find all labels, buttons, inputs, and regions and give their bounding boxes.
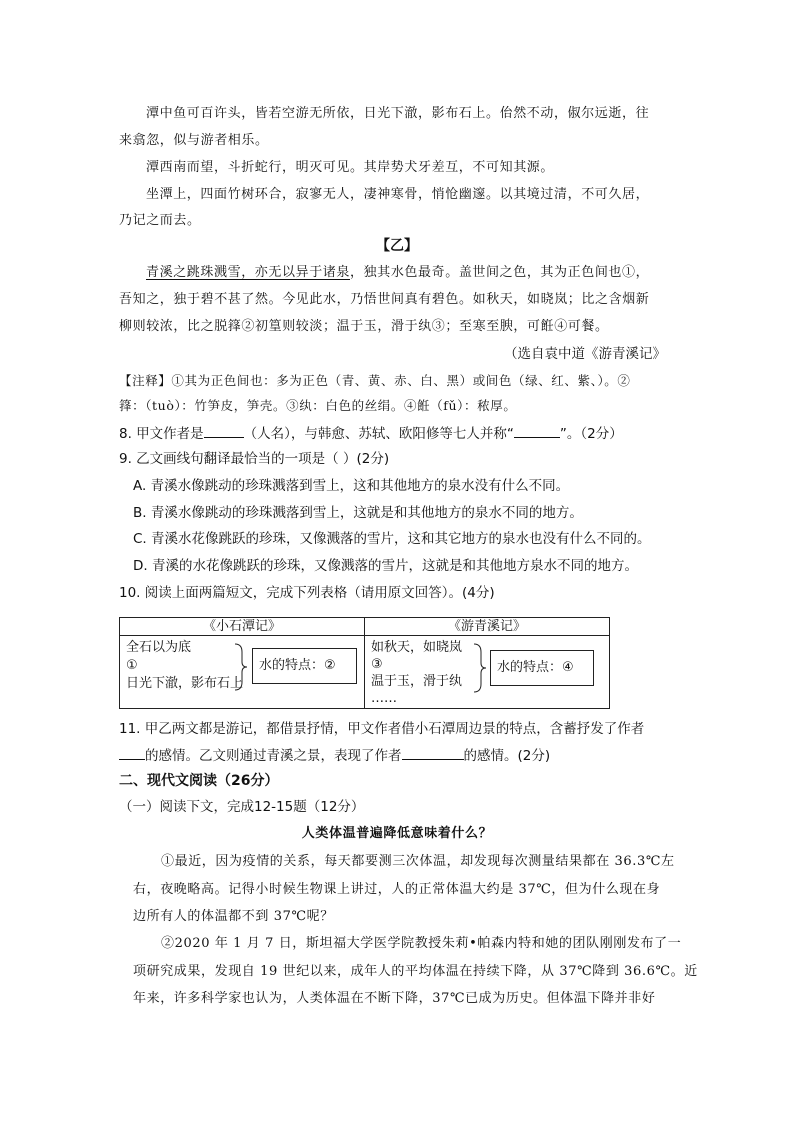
- youqingxi-item-3: 温于玉，滑于纨: [371, 674, 463, 689]
- table-header-youqingxi: 《游青溪记》: [365, 618, 610, 636]
- q8-blank-title[interactable]: [514, 423, 560, 438]
- xiaoshitan-feature-box[interactable]: 水的特点：②: [252, 648, 357, 684]
- question-10-stem: 10. 阅读上面两篇短文，完成下列表格（请用原文回答）。(4分): [119, 585, 495, 601]
- question-8: [119, 423, 623, 444]
- youqingxi-item-1: 如秋天，如晓岚: [371, 640, 463, 655]
- jia-paragraph-1-line-1: 潭中鱼可百许头，皆若空游无所依，日光下澈，影布石上。佁然不动，俶尔远逝，往: [146, 106, 650, 121]
- question-9-stem: 9. 乙文画线句翻译最恰当的一项是（ ）(2分): [119, 451, 390, 467]
- q10-table: [119, 617, 610, 709]
- q9-option-d[interactable]: D. 青溪的水花像跳跃的珍珠，又像溅落的雪片，这就是和其他地方泉水不同的地方。: [133, 558, 638, 574]
- article-p2-line-1: ②2020 年 1 月 7 日，斯坦福大学医学院教授朱莉•帕森内特和她的团队刚刚发布了一: [161, 936, 682, 951]
- q11-part-b: 的感情。乙文则通过青溪之景，表现了作者: [145, 748, 402, 764]
- article-title: 人类体温普遍降低意味着什么？: [301, 826, 493, 841]
- q9-option-c[interactable]: C. 青溪水花像跳跃的珍珠，又像溅落的雪片，这和其它地方的泉水也没有什么不同的。: [133, 531, 651, 547]
- q8-part-c: ”。（2分）: [559, 426, 623, 442]
- q8-part-b: （人名），与韩愈、苏轼、欧阳修等七人并称“: [243, 426, 514, 442]
- q8-blank-author[interactable]: [204, 423, 244, 438]
- question-11-line-2: [119, 745, 550, 766]
- jia-paragraph-2: 潭西南而望，斗折蛇行，明灭可见。其岸势犬牙差互，不可知其源。: [146, 160, 555, 175]
- article-p2-line-2: 项研究成果，发现自 19 世纪以来，成年人的平均体温在持续下降，从 37℃降到 36.6℃。近: [133, 964, 698, 979]
- article-p1-line-3: 边所有人的体温都不到 37℃呢？: [133, 909, 334, 924]
- yi-heading: 【乙】: [376, 238, 418, 254]
- q9-option-b[interactable]: B. 青溪水像跳动的珍珠溅落到雪上，这就是和其他地方的泉水不同的地方。: [133, 505, 583, 521]
- jia-paragraph-1-line-2: 来翕忽，似与游者相乐。: [119, 133, 269, 148]
- notes-line-1: 【注释】①其为正色间也：多为正色（青、黄、赤、白、黑）或间色（绿、红、紫、）。②: [119, 373, 631, 388]
- q11-blank-yi[interactable]: [402, 745, 464, 760]
- yi-line-1: [146, 263, 649, 283]
- xiaoshitan-item-1: 全石以为底: [126, 640, 192, 655]
- yi-line-1-rest: ，独其水色最奇。盖世间之色，其为正色间也①，: [350, 265, 650, 280]
- xiaoshitan-blank-1[interactable]: ①: [126, 658, 138, 673]
- jia-paragraph-3-line-2: 乃记之而去。: [119, 213, 201, 228]
- youqingxi-feature-box[interactable]: 水的特点：④: [490, 650, 594, 686]
- q9-option-a[interactable]: A. 青溪水像跳动的珍珠溅落到雪上，这和其他地方的泉水没有什么不同。: [133, 478, 570, 494]
- table-cell-youqingxi: [365, 636, 610, 709]
- youqingxi-blank-3[interactable]: ③: [371, 657, 383, 672]
- q11-part-d: 的感情。(2分): [463, 748, 551, 764]
- section-2-subtitle: （一）阅读下文，完成12-15题（12分）: [119, 799, 365, 815]
- yi-line-3: 柳则较浓，比之脱箨②初篁则较淡；温于玉，滑于纨③；至寒至腴，可餁④可餐。: [119, 319, 609, 334]
- table-cell-xiaoshitan: [120, 636, 365, 709]
- article-p1-line-1: ①最近，因为疫情的关系，每天都要测三次体温，却发现每次测量结果都在 36.3℃左: [161, 854, 675, 869]
- yi-line-2: 吾知之，独于碧不甚了然。今见此水，乃悟世间真有碧色。如秋天，如晓岚；比之含烟新: [119, 292, 650, 307]
- youqingxi-ellipsis: ……: [371, 691, 397, 706]
- brace-icon: [472, 642, 488, 694]
- brace-icon: [233, 642, 249, 692]
- q11-blank-jia[interactable]: [119, 745, 145, 760]
- question-11-line-1: 11. 甲乙两文都是游记，都借景抒情，甲文作者借小石潭周边景的特点，含蓄抒发了作者: [119, 721, 645, 737]
- xiaoshitan-item-3: 日光下澈，影布石上: [126, 676, 244, 691]
- article-p1-line-2: 右，夜晚略高。记得小时候生物课上讲过，人的正常体温大约是 37℃，但为什么现在身: [133, 882, 661, 897]
- notes-line-2: 箨：（tuò）：竹笋皮，笋壳。③纨：白色的丝绢。④餁（fǔ）：秾厚。: [119, 398, 517, 413]
- yi-source: （选自袁中道《游青溪记》: [504, 346, 666, 362]
- section-2-title: 二、现代文阅读（26分）: [119, 773, 279, 789]
- jia-paragraph-3-line-1: 坐潭上，四面竹树环合，寂寥无人，凄神寒骨，悄怆幽邃。以其境过清，不可久居，: [146, 187, 650, 202]
- q8-part-a: 8. 甲文作者是: [119, 426, 204, 442]
- table-header-xiaoshitan: 《小石潭记》: [120, 618, 365, 636]
- article-p2-line-3: 年来，许多科学家也认为，人类体温在不断下降，37℃已成为历史。但体温下降并非好: [133, 991, 656, 1006]
- yi-underlined-sentence: 青溪之跳珠溅雪，亦无以异于诸泉: [146, 265, 351, 280]
